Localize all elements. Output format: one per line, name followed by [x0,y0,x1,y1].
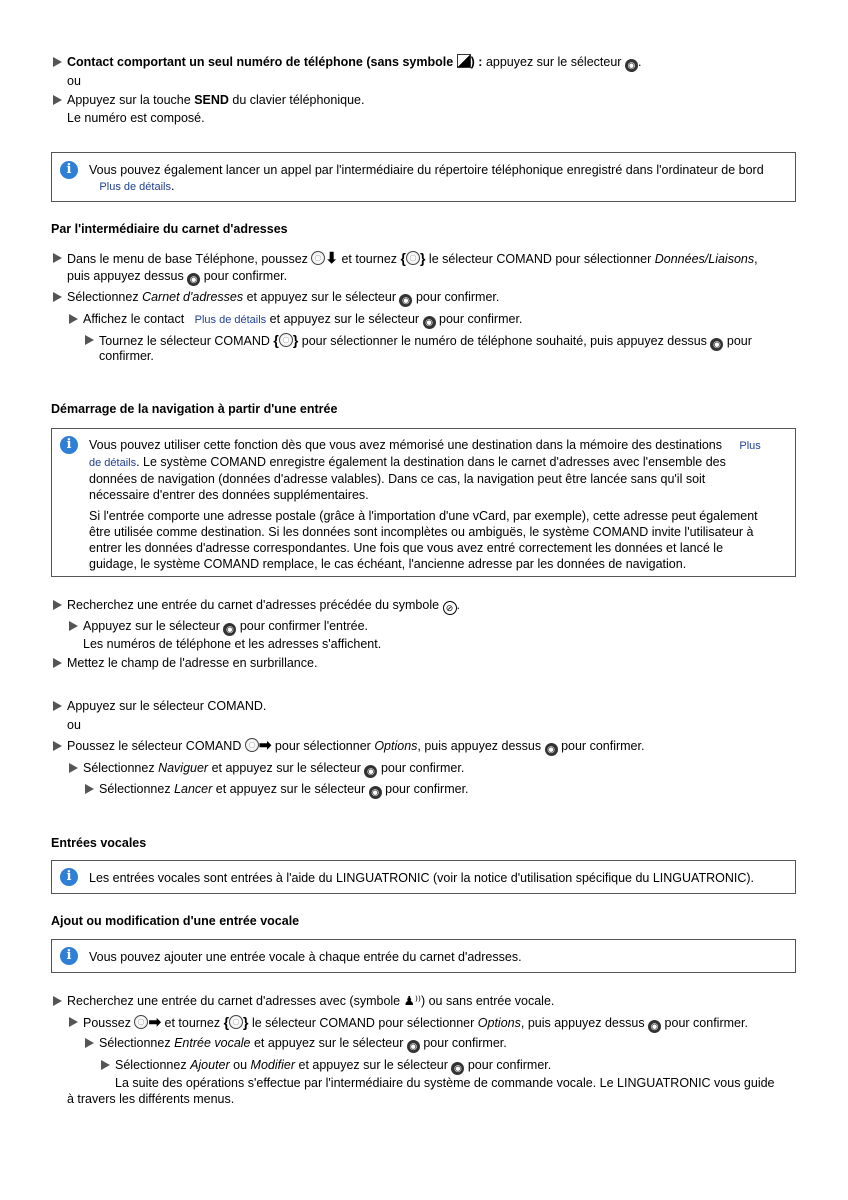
step-line: Affichez le contact Plus de détails et appuyez sur le sélecteur ◉ pour confirmer. [83,312,523,327]
info-icon: i [60,868,78,886]
section-title: Entrées vocales [51,836,147,850]
bullet-icon [85,1038,94,1048]
bullet-icon [53,600,62,610]
selector-press-icon: ◉ [545,743,558,756]
bullet-icon [53,95,62,105]
info-box: i Vous pouvez utiliser cette fonction dès que vous avez mémorisé une destination dans la mémoire des destinations Plus de détails. Le système COMAND enregistre également la destination dans le carnet d'adresses avec l'ensemble des données de navigation (données d'adresse valables). Dans ce cas, la navigation peut être lancée sans qu'il soit nécessaire d'entrer des données supplémentaires. Si l'entrée comporte une adresse postale (grâce à l'importation d'une vCard, par exemple), cette adresse peut également être utilisée comme destination. Si les données sont incomplètes ou ambiguës, le système COMAND invite l'utilisateur à entrer les données d'adresse correspondantes. Une fois que vous avez entré correctement les données et lancé le guidage, le système COMAND remplace, le cas échéant, l'ancienne adresse par les données de navigation. [51,428,796,577]
arrow-right-icon: ➡ [258,737,272,754]
bullet-icon [101,1060,110,1070]
info-icon: i [60,436,78,454]
bullet-icon [53,57,62,67]
selector-knob-icon [311,251,325,265]
selector-knob-icon [134,1015,148,1029]
step-line: Poussez le sélecteur COMAND ➡ pour sélectionner Options, puis appuyez dessus ◉ pour confirmer. [67,737,645,754]
voice-entry-symbol-icon: ♟⁾⁾ [403,994,421,1008]
arrow-down-icon: ⬇ [325,250,338,267]
bullet-icon [53,996,62,1006]
bullet-icon [69,621,78,631]
selector-press-icon: ◉ [399,294,412,307]
step-line: Contact comportant un seul numéro de téléphone (sans symbole ) : appuyez sur le sélecteur ◉ . [67,55,642,70]
selector-knob-icon [245,738,259,752]
rotate-selector-icon: { } [273,332,299,348]
step-line: Mettez le champ de l'adresse en surbrillance. [67,656,318,670]
info-icon: i [60,947,78,965]
step-line: Appuyez sur le sélecteur COMAND. [67,699,267,713]
signal-symbol-icon [457,54,471,68]
selector-press-icon: ◉ [364,765,377,778]
selector-press-icon: ◉ [407,1040,420,1053]
step-line: Sélectionnez Ajouter ou Modifier et appuyez sur le sélecteur ◉ pour confirmer. [115,1058,552,1073]
section-title: Démarrage de la navigation à partir d'une entrée [51,402,338,416]
info-box: i Les entrées vocales sont entrées à l'aide du LINGUATRONIC (voir la notice d'utilisation spécifique du LINGUATRONIC). [51,860,796,894]
rotate-selector-icon: { } [223,1014,249,1030]
bullet-icon [53,701,62,711]
section-title: Ajout ou modification d'une entrée vocale [51,914,300,928]
bullet-icon [53,741,62,751]
bullet-icon [69,763,78,773]
arrow-right-icon: ➡ [148,1014,162,1031]
step-line: Tournez le sélecteur COMAND { } pour sélectionner le numéro de téléphone souhaité, puis appuyez dessus ◉ pour [99,332,752,349]
selector-press-icon: ◉ [710,338,723,351]
section-title: Par l'intermédiaire du carnet d'adresses [51,222,288,236]
step-line: Sélectionnez Entrée vocale et appuyez sur le sélecteur ◉ pour confirmer. [99,1036,507,1051]
step-line: Sélectionnez Lancer et appuyez sur le sélecteur ◉ pour confirmer. [99,782,469,797]
selector-press-icon: ◉ [423,316,436,329]
selector-press-icon: ◉ [451,1062,464,1075]
bullet-icon [85,784,94,794]
info-box: i Vous pouvez également lancer un appel par l'intermédiaire du répertoire téléphonique enregistré dans l'ordinateur de bord Plus de détails. [51,152,796,202]
info-icon: i [60,161,78,179]
bullet-icon [69,314,78,324]
step-line: Sélectionnez Carnet d'adresses et appuyez sur le sélecteur ◉ pour confirmer. [67,290,500,305]
selector-press-icon: ◉ [648,1020,661,1033]
bullet-icon [85,335,94,345]
result-text: Le numéro est composé. [67,111,205,125]
navigation-symbol-icon: ⊘ [443,601,457,615]
step-line: Recherchez une entrée du carnet d'adresses précédée du symbole ⊘ . [67,598,461,613]
bullet-icon [53,253,62,263]
bullet-icon [53,292,62,302]
step-line: Appuyez sur le sélecteur ◉ pour confirmer l'entrée. [83,619,368,634]
selector-press-icon: ◉ [369,786,382,799]
step-line: Sélectionnez Naviguer et appuyez sur le sélecteur ◉ pour confirmer. [83,761,465,776]
info-box: i Vous pouvez ajouter une entrée vocale à chaque entrée du carnet d'adresses. [51,939,796,973]
selector-press-icon: ◉ [187,273,200,286]
more-details-link[interactable]: Plus [739,440,761,452]
selector-press-icon: ◉ [223,623,236,636]
more-details-link[interactable]: Plus de détails [194,314,267,326]
step-line: Dans le menu de base Téléphone, poussez ⬇ et tournez { } le sélecteur COMAND pour sélectionner Données/Liaisons, [67,250,758,267]
selector-press-icon: ◉ [625,59,638,72]
or-text: ou [67,718,81,732]
step-line: Poussez ➡ et tournez { } le sélecteur COMAND pour sélectionner Options, puis appuyez dessus ◉ pour confirmer. [83,1014,748,1031]
step-line: Recherchez une entrée du carnet d'adresses avec (symbole ♟⁾⁾) ou sans entrée vocale. [67,994,555,1008]
more-details-link[interactable]: Plus de détails [99,181,171,193]
rotate-selector-icon: { } [400,250,426,266]
or-text: ou [67,74,81,88]
bullet-icon [53,658,62,668]
step-line: Appuyez sur la touche SEND du clavier téléphonique. [67,93,365,107]
bullet-icon [69,1017,78,1027]
